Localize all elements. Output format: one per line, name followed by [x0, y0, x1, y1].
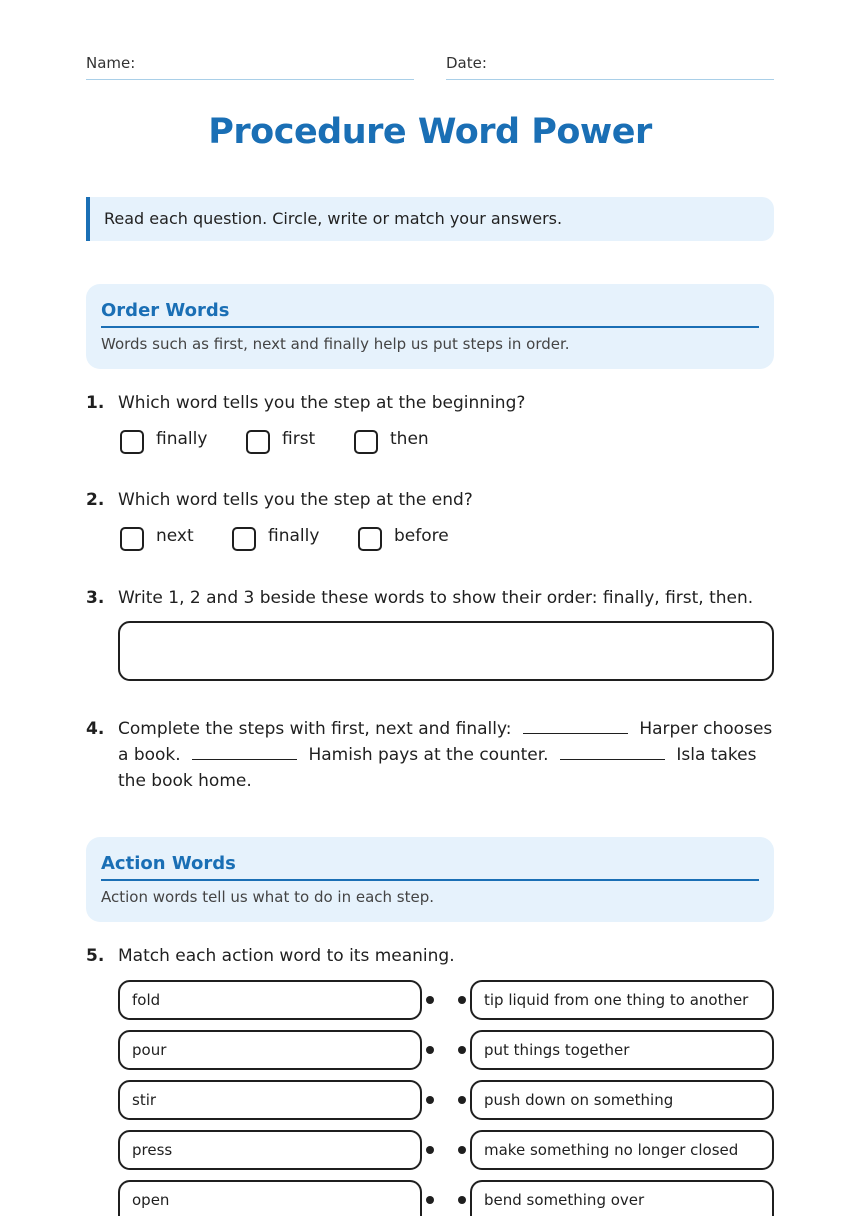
checkbox-before[interactable]	[358, 527, 382, 551]
section-action-words	[86, 837, 774, 922]
question-number: 2.	[86, 490, 105, 510]
question-text: Which word tells you the step at the end?	[118, 490, 473, 510]
match-word-box[interactable]: fold	[118, 980, 422, 1020]
option-label: finally	[268, 526, 320, 546]
blank-line[interactable]	[523, 732, 628, 734]
section-title: Action Words	[101, 853, 759, 881]
option-label: finally	[156, 429, 208, 449]
match-dot[interactable]	[458, 996, 466, 1004]
step-text: Harper chooses a	[118, 719, 773, 765]
option-label: then	[390, 429, 429, 449]
match-dot[interactable]	[426, 1196, 434, 1204]
checkbox-first[interactable]	[246, 430, 270, 454]
match-dot[interactable]	[458, 1146, 466, 1154]
match-meaning-box[interactable]: bend something over	[470, 1180, 774, 1216]
checkbox-next[interactable]	[120, 527, 144, 551]
match-meaning-box[interactable]: tip liquid from one thing to another	[470, 980, 774, 1020]
match-meaning-box[interactable]: push down on something	[470, 1080, 774, 1120]
match-dot[interactable]	[426, 1046, 434, 1054]
option-label: first	[282, 429, 316, 449]
match-dot[interactable]	[458, 1096, 466, 1104]
section-description: Action words tell us what to do in each step.	[101, 888, 435, 906]
match-dot[interactable]	[426, 1096, 434, 1104]
instructions-text: Read each question. Circle, write or match your answers.	[104, 209, 563, 228]
match-dot[interactable]	[458, 1196, 466, 1204]
date-label: Date:	[446, 54, 487, 72]
question-number: 4.	[86, 719, 105, 739]
match-dot[interactable]	[426, 1146, 434, 1154]
checkbox-then[interactable]	[354, 430, 378, 454]
question-text: Which word tells you the step at the beginning?	[118, 393, 526, 413]
match-word-box[interactable]: stir	[118, 1080, 422, 1120]
step-text: Hamish pays at the counter.	[308, 745, 549, 765]
blank-line[interactable]	[192, 758, 297, 760]
section-description: Words such as first, next and finally help us put steps in order.	[101, 335, 570, 353]
instructions-banner	[86, 197, 774, 241]
match-meaning-box[interactable]: put things together	[470, 1030, 774, 1070]
question-number: 1.	[86, 393, 105, 413]
match-word-box[interactable]: press	[118, 1130, 422, 1170]
match-word-box[interactable]: pour	[118, 1030, 422, 1070]
match-meaning-box[interactable]: make something no longer closed	[470, 1130, 774, 1170]
fill-in-paragraph	[118, 716, 778, 794]
question-text: Match each action word to its meaning.	[118, 946, 455, 966]
question-number: 5.	[86, 946, 105, 966]
answer-box[interactable]	[118, 621, 774, 681]
step-text: Isla takes the book	[118, 745, 757, 791]
name-label: Name:	[86, 54, 136, 72]
match-word-box[interactable]: open	[118, 1180, 422, 1216]
step-text: home.	[198, 771, 252, 791]
option-label: next	[156, 526, 194, 546]
checkbox-finally[interactable]	[232, 527, 256, 551]
section-title: Order Words	[101, 300, 759, 328]
checkbox-finally[interactable]	[120, 430, 144, 454]
section-order-words	[86, 284, 774, 369]
match-dot[interactable]	[458, 1046, 466, 1054]
blank-line[interactable]	[560, 758, 665, 760]
question-text: Complete the steps with first, next and finally:	[118, 719, 512, 739]
question-text: Write 1, 2 and 3 beside these words to show their order: finally, first, then.	[118, 588, 754, 608]
option-label: before	[394, 526, 449, 546]
match-dot[interactable]	[426, 996, 434, 1004]
date-field[interactable]	[446, 79, 774, 80]
question-number: 3.	[86, 588, 105, 608]
page-title: Procedure Word Power	[208, 112, 652, 152]
name-field[interactable]	[86, 79, 414, 80]
step-text: book.	[133, 745, 181, 765]
